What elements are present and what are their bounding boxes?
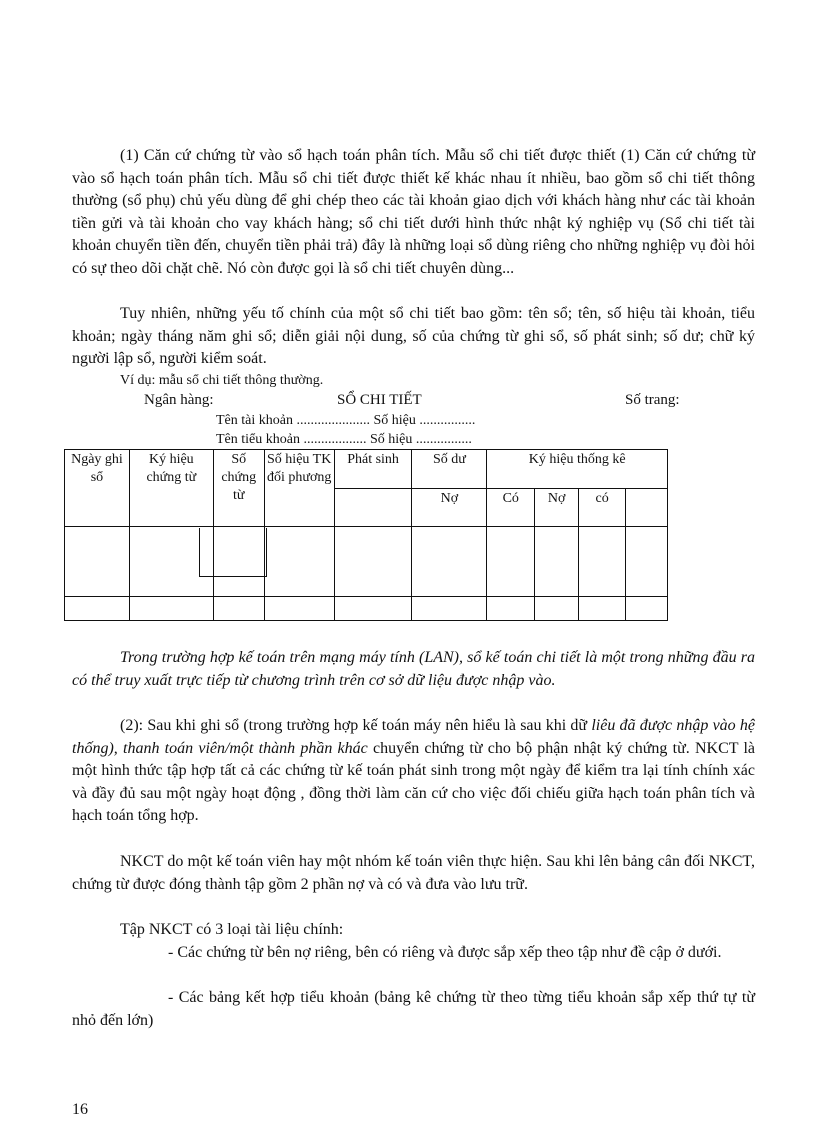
ledger-table [64,449,668,621]
header-voucher-symbol: Ký hiệu chứng từ [129,450,213,527]
bullet-2: - Các bảng kết hợp tiểu khoản (bảng kê chứng từ theo từng tiểu khoản sắp xếp thứ tự từ nhỏ đến lớn) [72,989,755,1029]
example-label: Ví dụ: mẫu sổ chi tiết thông thường. [120,373,324,388]
page-label: Số trang: [625,392,680,408]
header-voucher-number: Số chứng từ [213,450,264,527]
paragraph-4-part-a: (2): Sau khi ghi sổ (trong trường hợp kế toán máy nên hiểu là sau khi dữ [120,717,592,734]
header-balance: Số dư [412,450,487,489]
table-inner-box [199,528,267,577]
header-credit-1: Có [487,489,535,527]
paragraph-3: Trong trường hợp kế toán trên mạng máy tính (LAN), sổ kế toán chi tiết là một trong những đầu ra có thể truy xuất trực tiếp từ chương trình trên cơ sở dữ liệu được nhập vào. [72,649,755,689]
header-stat-code: Ký hiệu thống kê [487,450,668,489]
header-arising: Phát sinh [334,450,412,489]
paragraph-6: Tập NKCT có 3 loại tài liệu chính: [120,921,344,938]
bullet-1: - Các chứng từ bên nợ riêng, bên có riêng và được sắp xếp theo tập như đề cập ở dưới. [168,944,722,961]
paragraph-4-italic: liêu đã được nhập vào hệ thống), thanh toán viên/một thành phần khác [72,717,756,757]
bank-label: Ngân hàng: [144,392,214,408]
header-debit-2: Nợ [535,489,579,527]
header-counter-account: Số hiệu TK đối phương [264,450,334,527]
header-date: Ngày ghi sổ [65,450,130,527]
paragraph-1: (1) Căn cứ chứng từ vào sổ hạch toán phân tích. Mẫu sổ chi tiết được thiết (1) Căn cứ chứng từ vào sổ hạch toán phân tích. Mẫu sổ chi tiết được thiết kế khác nhau ít nhiều, bao gồm sổ chi tiết thông thường (sổ phụ) chủ yếu dùng để ghi chép theo các tài khoản giao dịch với khách hàng như các tài khoản tiền gửi và tài khoản cho vay khách hàng; sổ chi tiết dưới hình thức nhật ký nghiệp vụ (Sổ chi tiết tài khoản chuyển tiền đến, chuyển tiền phải trả) đây là những loại sổ dùng riêng cho những nghiệp vụ đòi hỏi có sự theo dõi chặt chẽ. Nó còn được gọi là sổ chi tiết chuyên dùng... [72,147,755,277]
header-debit-1: Nợ [412,489,487,527]
header-credit-2: có [579,489,626,527]
header-empty [334,489,412,527]
table-header-row [65,450,668,489]
account-line: Tên tài khoản ..................... Số hiệu ................ [216,413,476,428]
paragraph-5: NKCT do một kế toán viên hay một nhóm kế toán viên thực hiện. Sau khi lên bảng cân đối NKCT, chứng từ được đóng thành tập gồm 2 phần nợ và có và đưa vào lưu trữ. [72,853,755,893]
paragraph-2: Tuy nhiên, những yếu tố chính của một sổ chi tiết bao gồm: tên sổ; tên, số hiệu tài khoản, tiểu khoản; ngày tháng năm ghi sổ; diễn giải nội dung, số của chứng từ ghi sổ, số phát sinh; số dư; chữ ký người lập sổ, người kiểm soát. [72,305,755,368]
subaccount-line: Tên tiểu khoản .................. Số hiệu ................ [216,432,472,447]
table-row [65,597,668,621]
table-row [65,527,668,597]
header-empty-last [626,489,668,527]
ledger-title: SỔ CHI TIẾT [337,392,422,408]
page-number: 16 [72,1101,88,1118]
paragraph-4-part-c: chuyển chứng từ cho bộ phận nhật ký chứng từ. NKCT là một hình thức tập hợp tất cả các chứng từ kế toán phát sinh trong một ngày để kiểm tra lại tính chính xác và đầy đủ sau một ngày hoạt động , đồng thời làm căn cứ cho việc đối chiếu giữa hạch toán phân tích và hạch toán tổng hợp. [72,739,756,825]
paragraph-4 [72,715,755,828]
